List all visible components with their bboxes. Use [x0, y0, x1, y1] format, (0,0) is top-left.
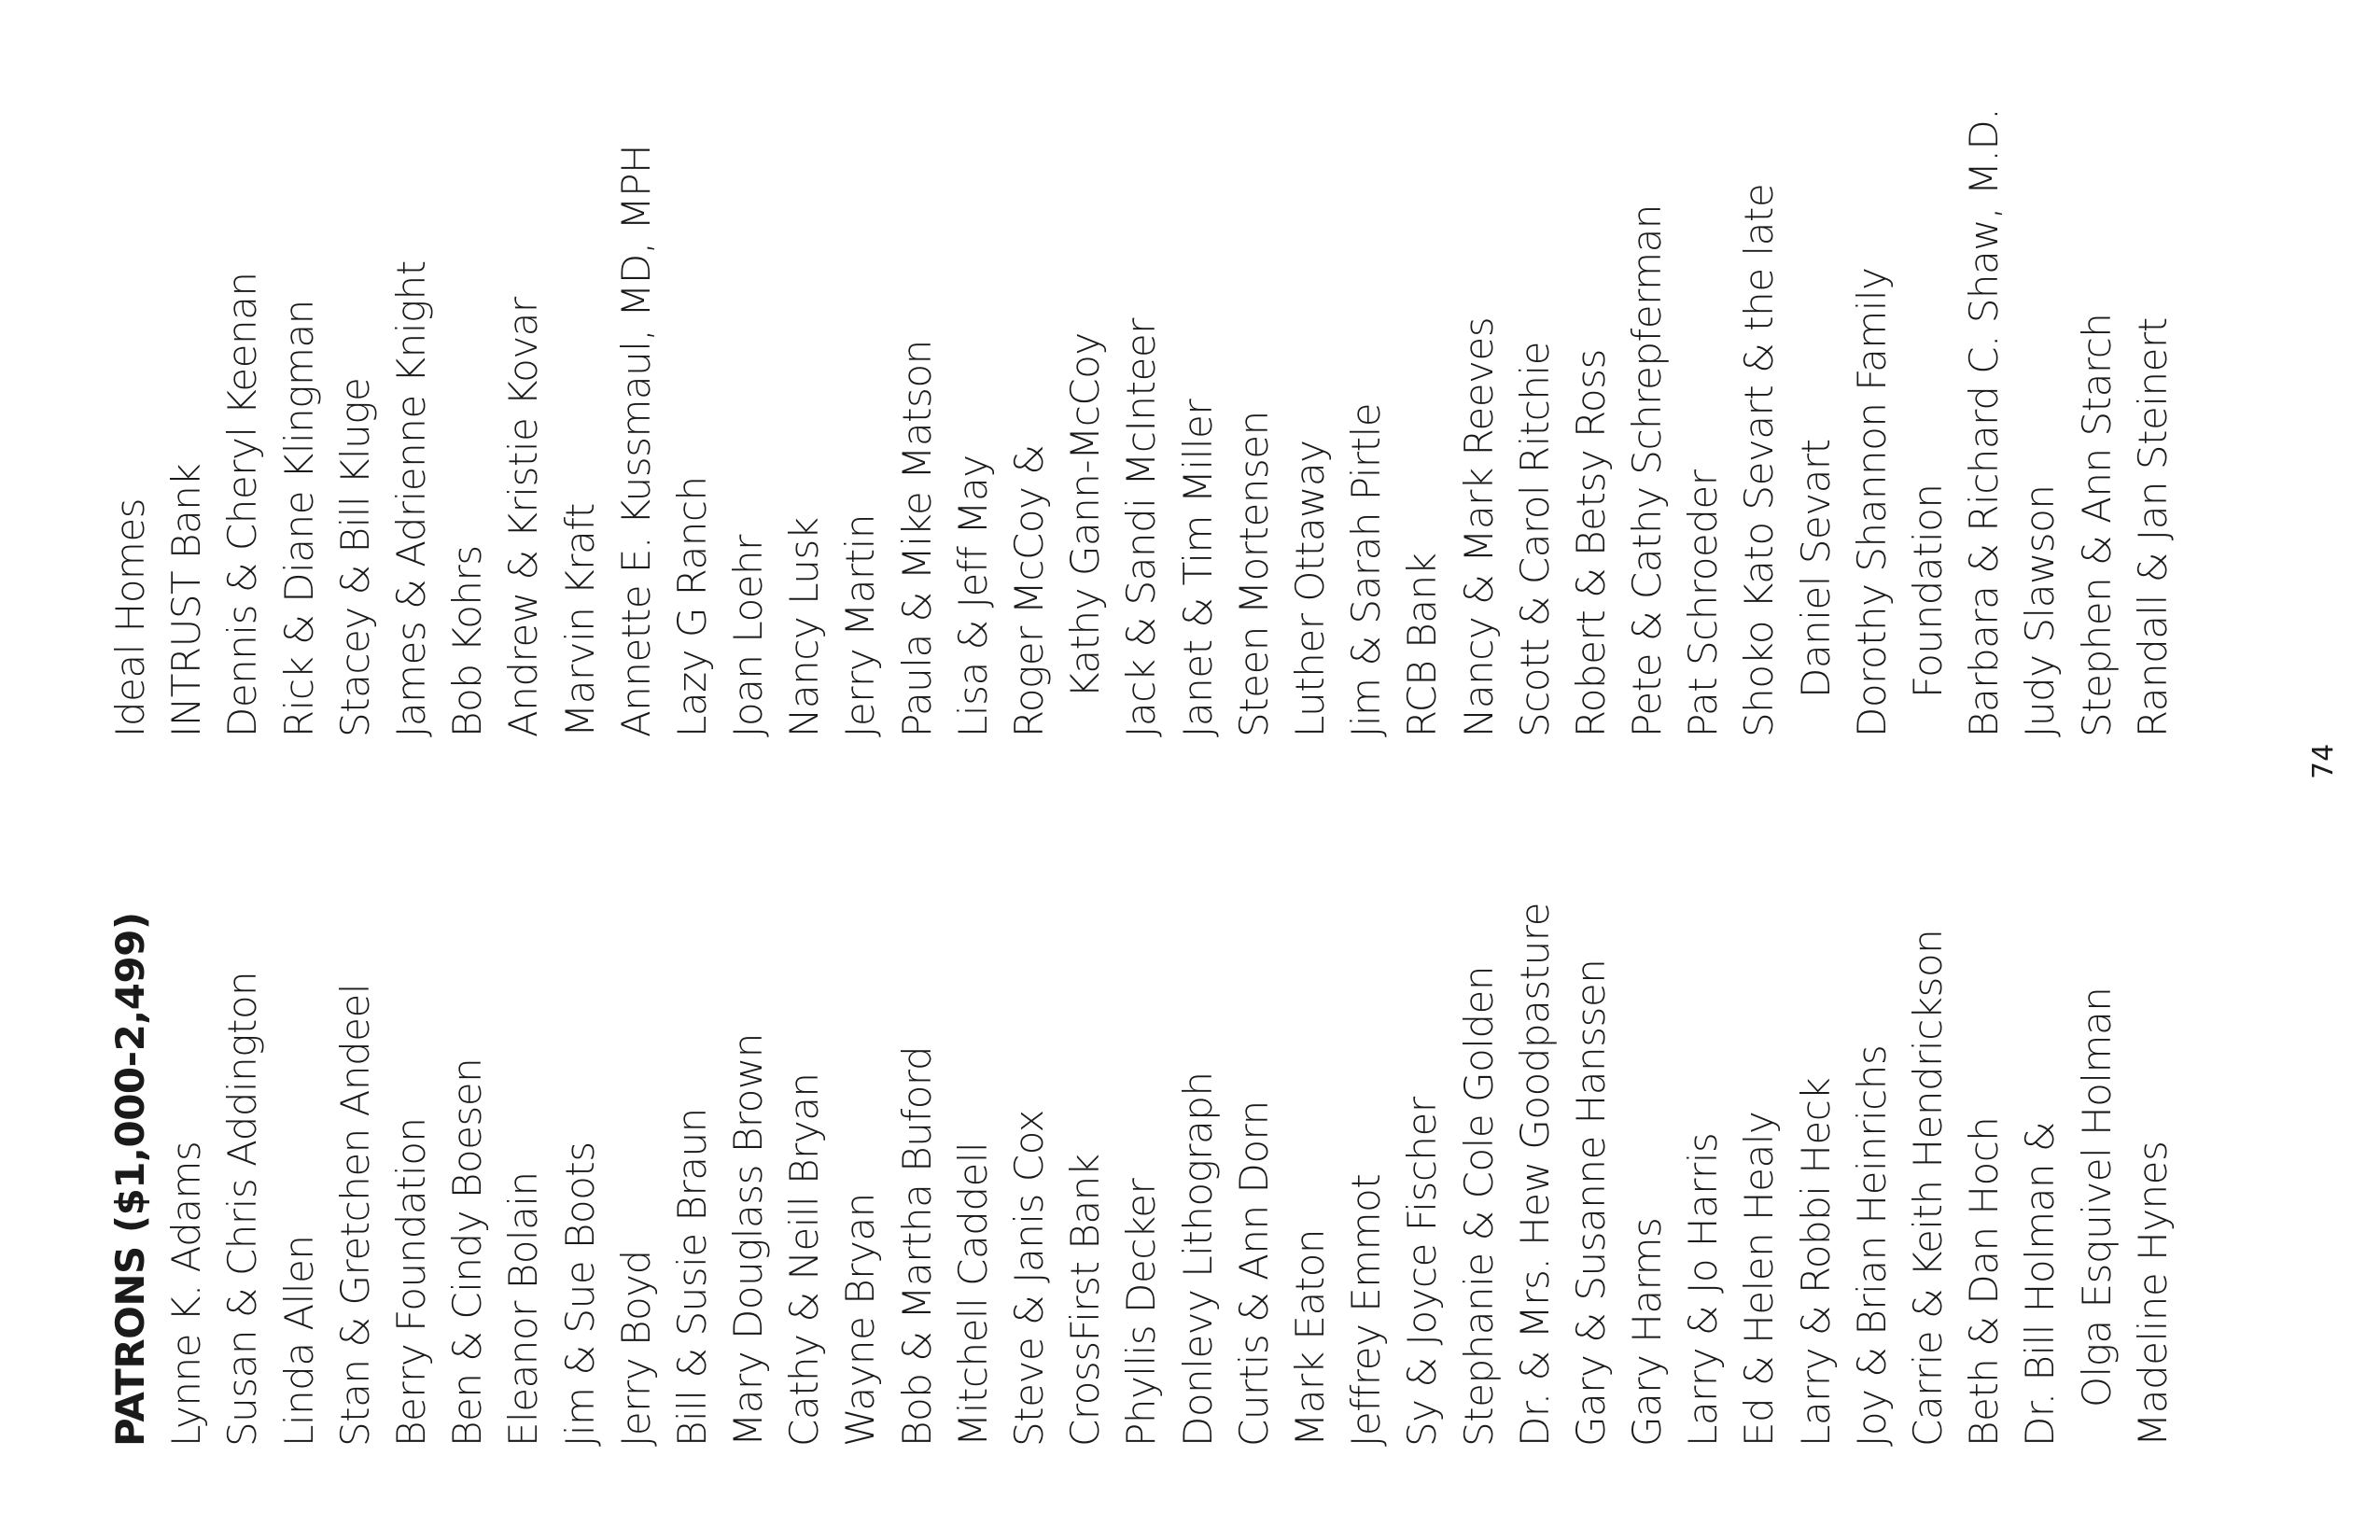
patron-name: Cathy & Neill Bryan	[781, 1072, 828, 1447]
patron-name: Beth & Dan Hoch	[1961, 1116, 2008, 1447]
patron-name: Scott & Carol Ritchie	[1511, 342, 1558, 737]
patron-name: Nancy Lusk	[781, 517, 828, 737]
patron-name: Mark Eaton	[1286, 1229, 1333, 1447]
patron-name: Paula & Mike Matson	[893, 340, 940, 737]
patron-name: Jerry Boyd	[612, 1250, 659, 1447]
patron-name: Eleanor Bolain	[500, 1171, 547, 1447]
patron-name: Bill & Susie Braun	[668, 1108, 715, 1447]
patron-name: Carrie & Keith Hendrickson	[1905, 929, 1951, 1447]
patron-name-continuation: Foundation	[1905, 483, 1951, 698]
patron-name: Mary Douglass Brown	[725, 1033, 772, 1447]
patron-name: Shoko Kato Sevart & the late	[1736, 183, 1783, 737]
patron-name: Dennis & Cheryl Keenan	[219, 272, 266, 737]
patron-name: Stephanie & Cole Golden	[1455, 966, 1502, 1447]
patron-name: Gary & Susanne Hanssen	[1567, 959, 1614, 1447]
patron-name: Stacey & Bill Kluge	[331, 377, 378, 737]
page-number: 74	[2307, 743, 2340, 779]
patron-name-continuation: Kathy Gann-McCoy	[1062, 332, 1109, 698]
patron-name: Luther Ottaway	[1286, 440, 1333, 737]
patron-name: Jim & Sarah Pirtle	[1343, 402, 1390, 737]
patron-name: Annette E. Kussmaul, MD, MPH	[612, 144, 659, 737]
patron-name-continuation: Olga Esquivel Holman	[2073, 987, 2120, 1407]
patron-name: Lisa & Jeff May	[949, 455, 996, 737]
patrons-list-right-column	[103, 0, 2181, 737]
patron-name-continuation: Daniel Sevart	[1792, 439, 1839, 698]
patron-name: Susan & Chris Addington	[219, 971, 266, 1447]
patron-name: Nancy & Mark Reeves	[1455, 316, 1502, 737]
patron-name: Dr. Bill Holman &	[2017, 1121, 2064, 1447]
patron-name: Jerry Martin	[837, 514, 884, 737]
patron-name: Donlevy Lithograph	[1174, 1071, 1221, 1447]
patron-name: Dorothy Shannon Family	[1848, 267, 1895, 737]
patron-name: Lynne K. Adams	[163, 1141, 210, 1447]
patron-name: Larry & Robbi Heck	[1792, 1077, 1839, 1447]
patron-name: Sy & Joyce Fischer	[1399, 1097, 1446, 1447]
patron-name: Stan & Gretchen Andeel	[331, 983, 378, 1447]
patron-name: Joy & Brian Heinrichs	[1848, 1044, 1895, 1447]
patron-name: Roger McCoy &	[1006, 444, 1052, 737]
patron-name: Madeline Hynes	[2129, 1141, 2176, 1447]
patron-name: Bob & Martha Buford	[893, 1045, 940, 1447]
patron-name: INTRUST Bank	[163, 463, 210, 737]
patron-name: Dr. & Mrs. Hew Goodpasture	[1511, 903, 1558, 1447]
patron-name: Wayne Bryan	[837, 1193, 884, 1447]
patron-name: Jim & Sue Boots	[556, 1141, 603, 1447]
patron-name: Berry Foundation	[387, 1117, 434, 1447]
patron-name: Joan Loehr	[725, 535, 772, 737]
patron-name: Rick & Diane Klingman	[275, 300, 322, 737]
patron-name: Marvin Kraft	[556, 503, 603, 737]
patron-name: Jack & Sandi McInteer	[1118, 318, 1165, 737]
patron-name: Ed & Helen Healy	[1736, 1111, 1783, 1447]
patron-name: Pete & Cathy Schrepferman	[1624, 204, 1671, 737]
patron-name: CrossFirst Bank	[1062, 1154, 1109, 1447]
patron-name: Janet & Tim Miller	[1174, 399, 1221, 737]
patron-name: Judy Slawson	[2017, 484, 2064, 737]
patron-name: Ideal Homes	[107, 497, 153, 737]
patron-name: Phyllis Decker	[1118, 1178, 1165, 1447]
patron-name: Jeffrey Emmot	[1343, 1173, 1390, 1447]
patron-name: Linda Allen	[275, 1235, 322, 1447]
patron-name: RCB Bank	[1399, 553, 1446, 737]
patron-name: Bob Kohrs	[444, 545, 491, 737]
patron-name: Randall & Jan Steinert	[2129, 317, 2176, 737]
patron-name: Stephen & Ann Starch	[2073, 313, 2120, 737]
patron-name: Mitchell Caddell	[949, 1141, 996, 1447]
patron-name: Robert & Betsy Ross	[1567, 349, 1614, 737]
patron-name: Gary Harms	[1624, 1217, 1671, 1447]
section-heading: PATRONS ($1,000-2,499)	[107, 912, 153, 1447]
patron-name: James & Adrienne Knight	[387, 260, 434, 737]
patron-name: Larry & Jo Harris	[1680, 1132, 1727, 1447]
patron-name: Andrew & Kristie Kovar	[500, 297, 547, 737]
patron-name: Steve & Janis Cox	[1006, 1110, 1052, 1447]
patron-name: Barbara & Richard C. Shaw, M.D.	[1961, 107, 2008, 737]
patron-name: Ben & Cindy Boesen	[444, 1057, 491, 1447]
patron-name: Steen Mortensen	[1230, 411, 1277, 737]
patron-name: Pat Schroeder	[1680, 469, 1727, 737]
patrons-list-left-column	[103, 784, 2181, 1447]
patron-name: Lazy G Ranch	[668, 476, 715, 737]
patron-name: Curtis & Ann Dorn	[1230, 1100, 1277, 1447]
